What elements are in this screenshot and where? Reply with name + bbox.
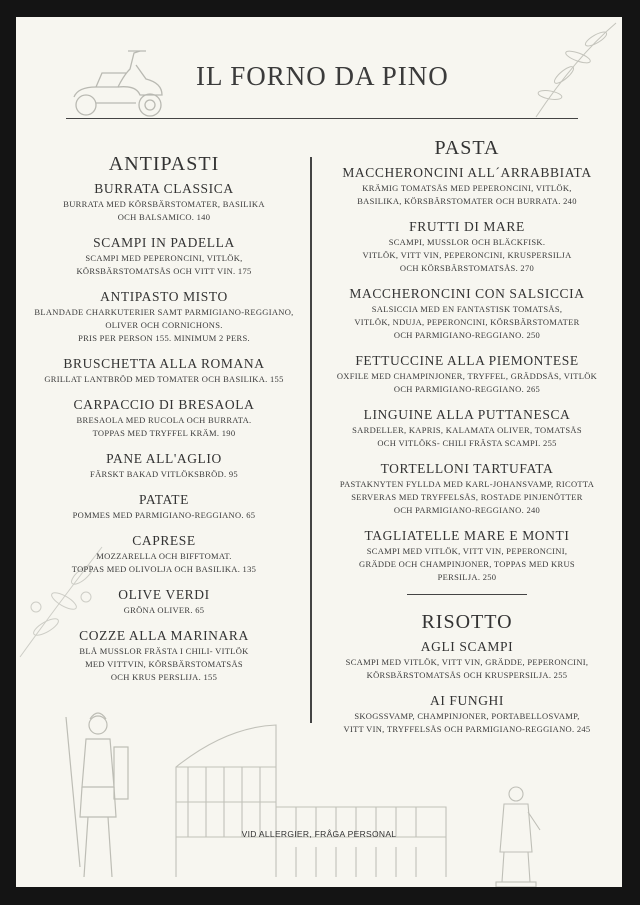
menu-item-name: SCAMPI IN PADELLA (93, 235, 235, 250)
header-divider (66, 118, 578, 119)
menu-item-name: CARPACCIO DI BRESAOLA (73, 397, 255, 412)
menu-item-name: MACCHERONCINI CON SALSICCIA (349, 286, 585, 301)
menu-item (30, 450, 298, 481)
menu-item-name: FETTUCCINE ALLA PIEMONTESE (355, 353, 579, 368)
pasta-risotto-column (318, 137, 616, 746)
menu-item (318, 638, 616, 682)
menu-item-desc: GRÖNA OLIVER. 65 (123, 605, 205, 615)
menu-item (30, 288, 298, 345)
menu-item (318, 406, 616, 450)
section-title-antipasti: ANTIPASTI (108, 153, 220, 175)
menu-item-name: OLIVE VERDI (118, 587, 210, 602)
section-title-risotto: RISOTTO (421, 611, 513, 633)
menu-item-desc: MOZZARELLA OCH BIFFTOMAT. TOPPAS MED OLIVOLJA OCH BASILIKA. 135 (71, 551, 257, 574)
menu-item-name: FRUTTI DI MARE (409, 219, 525, 234)
menu-item-desc: POMMES MED PARMIGIANO-REGGIANO. 65 (72, 510, 256, 520)
menu-item-name: PATATE (138, 492, 190, 507)
menu-item (318, 285, 616, 342)
allergy-notice: VID ALLERGIER, FRÅGA PERSONAL (241, 829, 397, 839)
menu-item (318, 460, 616, 517)
menu-item-name: TAGLIATELLE MARE E MONTI (364, 528, 570, 543)
menu-item-name: MACCHERONCINI ALL´ARRABBIATA (342, 165, 592, 180)
menu-item (318, 218, 616, 275)
menu-item-desc: FÄRSKT BAKAD VITLÖKSBRÖD. 95 (90, 469, 238, 479)
section-title-pasta: PASTA (434, 137, 500, 159)
menu-item-name: ANTIPASTO MISTO (100, 289, 228, 304)
menu-item-name: AGLI SCAMPI (420, 639, 514, 654)
menu-item (30, 180, 298, 224)
menu-item (30, 355, 298, 386)
menu-item-desc: SALSICCIA MED EN FANTASTISK TOMATSÅS, VITLÖK, NDUJA, PEPERONCINI, KÖRSBÄRSTOMATER OCH PARMIGIANO-REGGIANO. 250 (354, 304, 580, 340)
section-divider (407, 594, 527, 595)
menu-item-desc: BLANDADE CHARKUTERIER SAMT PARMIGIANO-REGGIANO, OLIVER OCH CORNICHONS. PRIS PER PERSON 155. MINIMUM 2 PERS. (34, 307, 294, 343)
menu-item-desc: SCAMPI MED VITLÖK, VITT VIN, GRÄDDE, PEPERONCINI, KÖRSBÄRSTOMATSÅS OCH KRUSPERSILJA. 255 (345, 657, 589, 680)
menu-item (30, 586, 298, 617)
menu-item (30, 532, 298, 576)
menu-item-desc: SCAMPI MED VITLÖK, VITT VIN, PEPERONCINI, GRÄDDE OCH CHAMPINJONER, TOPPAS MED KRUS PERSILJA. 250 (359, 546, 575, 582)
menu-item-name: COZZE ALLA MARINARA (79, 628, 249, 643)
menu-item-name: BRUSCHETTA ALLA ROMANA (63, 356, 265, 371)
vespa-scooter-icon (66, 45, 170, 120)
menu-item (30, 396, 298, 440)
menu-item (30, 627, 298, 684)
menu-item (318, 164, 616, 208)
menu-item-desc: BURRATA MED KÖRSBÄRSTOMATER, BASILIKA OCH BALSAMICO. 140 (63, 199, 265, 222)
menu-item (30, 491, 298, 522)
menu-item (318, 692, 616, 736)
menu-item-name: CAPRESE (132, 533, 196, 548)
antipasti-section (30, 153, 298, 694)
restaurant-title: IL FORNO DA PINO (196, 61, 449, 91)
menu-item-desc: SCAMPI MED PEPERONCINI, VITLÖK, KÖRSBÄRSTOMATSÅS OCH VITT VIN. 175 (76, 253, 252, 276)
menu-item (30, 234, 298, 278)
menu-item-name: AI FUNGHI (429, 693, 505, 708)
menu-item-desc: BLÅ MUSSLOR FRÄSTA I CHILI- VITLÖK MED VITTVIN, KÖRSBÄRSTOMATSÅS OCH KRUS PERSLIJA. 155 (79, 646, 249, 682)
menu-item-desc: SKOGSSVAMP, CHAMPINJONER, PORTABELLOSVAMP, VITT VIN, TRYFFELSÅS OCH PARMIGIANO-REGGIANO. 245 (343, 711, 591, 734)
menu-item-desc: SARDELLER, KAPRIS, KALAMATA OLIVER, TOMATSÅS OCH VITLÖKS- CHILI FRÄSTA SCAMPI. 255 (352, 425, 582, 448)
column-divider (310, 157, 312, 723)
menu-item (318, 352, 616, 396)
menu-item-name: LINGUINE ALLA PUTTANESCA (363, 407, 571, 422)
menu-item-desc: BRESAOLA MED RUCOLA OCH BURRATA. TOPPAS MED TRYFFEL KRÄM. 190 (76, 415, 252, 438)
olive-branch-icon (516, 17, 622, 127)
menu-item-desc: KRÄMIG TOMATSÅS MED PEPERONCINI, VITLÖK, BASILIKA, KÖRSBÄRSTOMATER OCH BURRATA. 240 (357, 183, 577, 206)
menu-item-desc: SCAMPI, MUSSLOR OCH BLÄCKFISK. VITLÖK, VITT VIN, PEPERONCINI, KRUSPERSILJA OCH KÖRSBÄRSTOMATSÅS. 270 (362, 237, 572, 273)
menu-item-name: PANE ALL'AGLIO (106, 451, 222, 466)
menu-item (318, 527, 616, 584)
menu-item-desc: OXFILE MED CHAMPINJONER, TRYFFEL, GRÄDDSÅS, VITLÖK OCH PARMIGIANO-REGGIANO. 265 (336, 371, 598, 394)
menu-item-name: BURRATA CLASSICA (94, 181, 234, 196)
menu-item-name: TORTELLONI TARTUFATA (380, 461, 554, 476)
menu-item-desc: GRILLAT LANTBRÖD MED TOMATER OCH BASILIKA. 155 (44, 374, 284, 384)
menu-item-desc: PASTAKNYTEN FYLLDA MED KARL-JOHANSVAMP, RICOTTA SERVERAS MED TRYFFELSÅS, ROSTADE PINJENÖTTER OCH PARMIGIANO-REGGIANO. 240 (339, 479, 595, 515)
menu-page (16, 17, 622, 887)
roman-soldier-icon (46, 707, 136, 887)
